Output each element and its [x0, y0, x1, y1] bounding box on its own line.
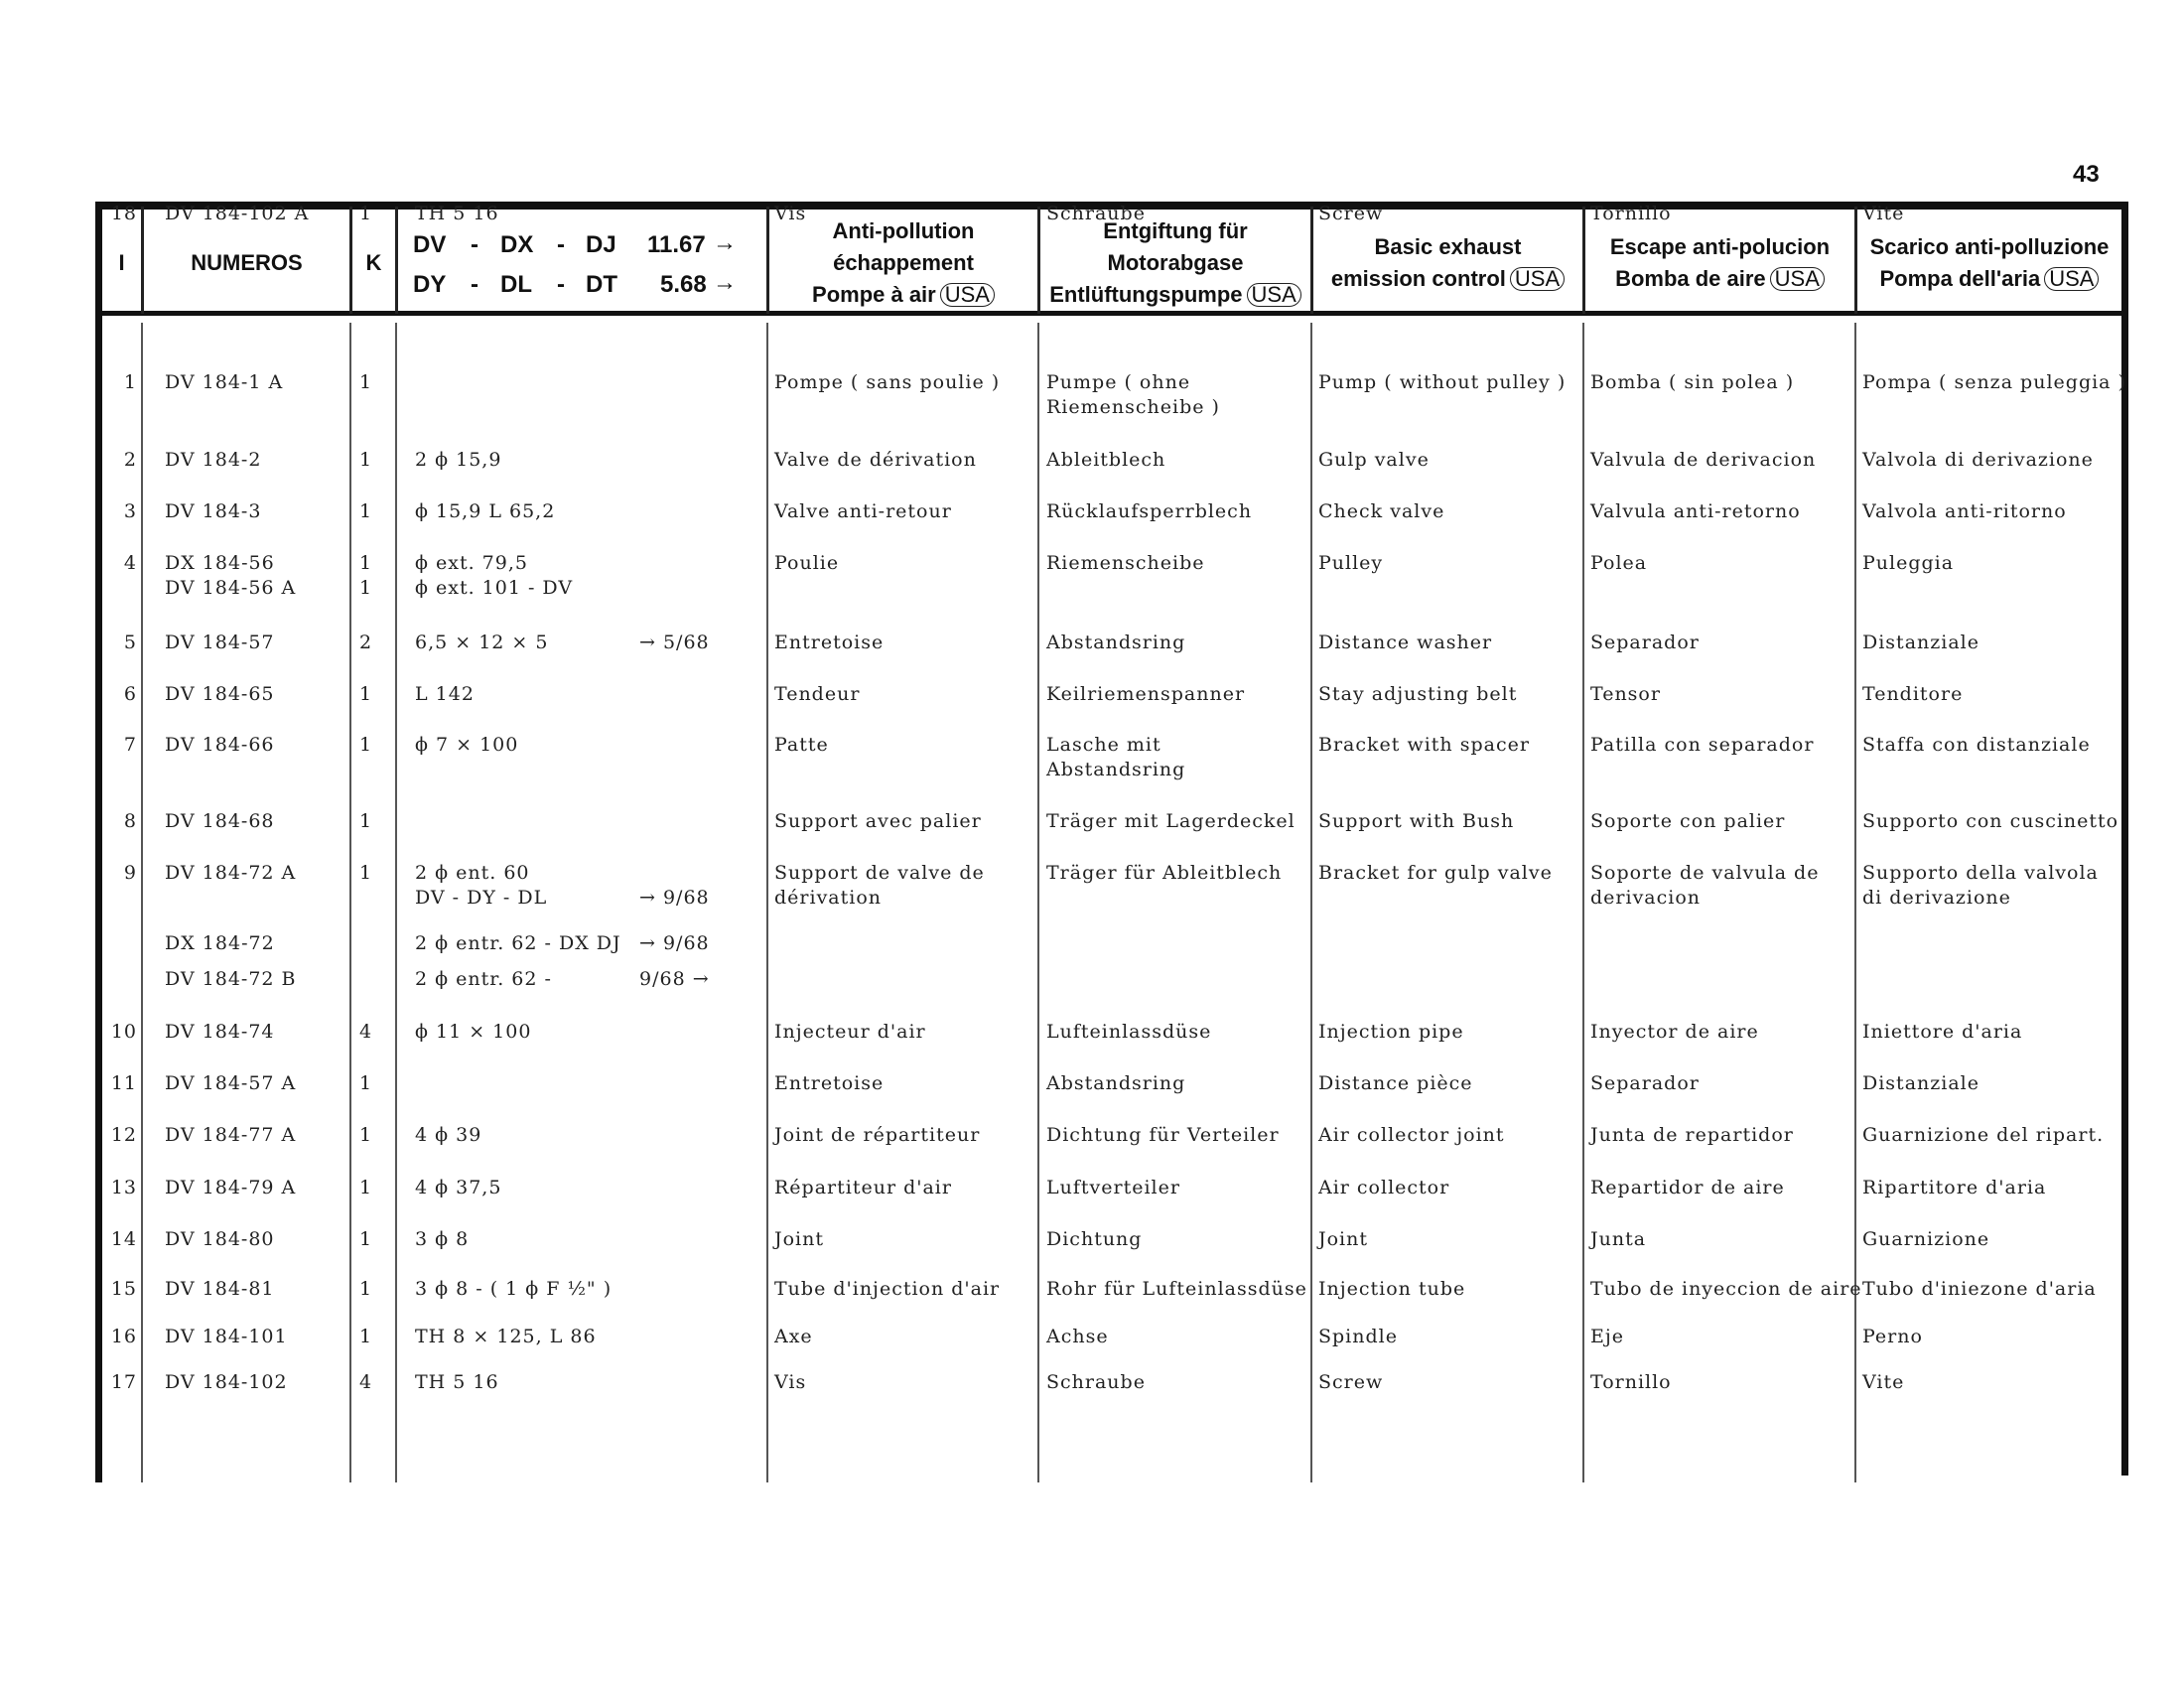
quantity: 1: [359, 862, 373, 884]
desc-italian: Valvola anti-ritorno: [1862, 500, 2067, 522]
desc-german: Luftverteiler: [1046, 1177, 1180, 1198]
desc-english: Bracket for gulp valve: [1318, 862, 1553, 884]
desc-spanish: Soporte de valvula de derivacion: [1590, 862, 1820, 909]
spec: 4 ϕ 37,5: [415, 1177, 502, 1198]
desc-german: Lasche mit Abstandsring: [1046, 734, 1186, 780]
header-index: I: [118, 250, 125, 275]
row-index: 9: [123, 862, 137, 884]
spec: L 142: [415, 683, 475, 705]
spec: ϕ 15,9 L 65,2: [415, 500, 556, 522]
row-index: 12: [110, 1124, 137, 1146]
desc-italian: Tenditore: [1862, 683, 1964, 705]
header-k: K: [365, 250, 382, 275]
row-index: 14: [110, 1228, 137, 1250]
spec: 2 ϕ entr. 62 -: [415, 968, 552, 990]
desc-german: Träger für Ableitblech: [1046, 862, 1283, 884]
model-sep: -: [557, 231, 565, 258]
quantity: 4: [359, 1021, 373, 1043]
part-number: DV 184-1 A: [165, 371, 284, 393]
spec: ϕ 11 × 100: [415, 1021, 532, 1043]
quantity: 1: [359, 203, 373, 224]
col-divider: [1854, 323, 1856, 1482]
row-index: 2: [123, 449, 137, 471]
desc-german: Lufteinlassdüse: [1046, 1021, 1212, 1043]
desc-italian: Ripartitore d'aria: [1862, 1177, 2047, 1198]
desc-french: Injecteur d'air: [774, 1021, 926, 1043]
desc-italian: Distanziale: [1862, 632, 1979, 653]
part-number: DV 184-72 A: [165, 862, 297, 884]
part-number: DV 184-72 B: [165, 968, 297, 990]
desc-spanish: Valvula de derivacion: [1590, 449, 1817, 471]
col-divider: [766, 323, 768, 1482]
desc-italian: Guarnizione del ripart.: [1862, 1124, 2105, 1146]
desc-french: Valve anti-retour: [774, 500, 952, 522]
desc-english: Screw: [1318, 203, 1384, 224]
part-number: DV 184-102: [165, 1371, 288, 1393]
desc-french: Entretoise: [774, 1072, 885, 1094]
desc-english: Pump ( without pulley ): [1318, 371, 1567, 393]
model-sep: -: [471, 231, 478, 258]
desc-french: Valve de dérivation: [774, 449, 977, 471]
quantity: 4: [359, 1371, 373, 1393]
desc-french: Tube d'injection d'air: [774, 1278, 1001, 1300]
desc-german: Riemenscheibe: [1046, 552, 1205, 574]
row-index: 16: [110, 1326, 137, 1347]
quantity: 1: [359, 371, 373, 393]
quantity: 1: [359, 734, 373, 756]
desc-french: Entretoise: [774, 632, 885, 653]
desc-german: Achse: [1046, 1326, 1109, 1347]
spec: 2 ϕ entr. 62 - DX DJ: [415, 932, 621, 954]
desc-italian: Vite: [1862, 1371, 1905, 1393]
desc-italian: Perno: [1862, 1326, 1923, 1347]
row-index: 5: [123, 632, 137, 653]
row-index: 1: [123, 371, 137, 393]
model-dt: DT: [586, 271, 617, 298]
spec: 2 ϕ 15,9: [415, 449, 502, 471]
desc-italian: Distanziale: [1862, 1072, 1979, 1094]
spec-date: → 9/68: [639, 932, 710, 954]
desc-spanish: Patilla con separador: [1590, 734, 1815, 756]
parts-table: [95, 202, 2128, 1482]
header-english: Basic exhaust emission control USA: [1313, 215, 1582, 311]
model-dl: DL: [500, 271, 532, 298]
model-date-2: 5.68: [660, 271, 707, 298]
model-sep: -: [557, 271, 565, 298]
usa-badge: USA: [1510, 267, 1565, 291]
part-number: DV 184-74: [165, 1021, 275, 1043]
desc-english: Stay adjusting belt: [1318, 683, 1518, 705]
desc-italian: Pompa ( senza puleggia ): [1862, 371, 2126, 393]
desc-french: Joint: [774, 1228, 825, 1250]
header-german: Entgiftung für Motorabgase Entlüftungspumpe USA: [1040, 215, 1310, 311]
desc-german: Rohr für Lufteinlassdüse: [1046, 1278, 1307, 1300]
desc-french: Vis: [774, 1371, 807, 1393]
model-sep: -: [471, 271, 478, 298]
desc-spanish: Soporte con palier: [1590, 810, 1786, 832]
quantity: 1: [359, 1228, 373, 1250]
row-index: 8: [123, 810, 137, 832]
desc-spanish: Separador: [1590, 632, 1700, 653]
part-number: DV 184-77 A: [165, 1124, 297, 1146]
model-dj: DJ: [586, 231, 616, 258]
col-divider: [395, 323, 397, 1482]
usa-badge: USA: [940, 283, 995, 307]
arrow-right-icon: →: [713, 229, 737, 256]
desc-french: Répartiteur d'air: [774, 1177, 952, 1198]
usa-badge: USA: [1247, 283, 1301, 307]
usa-badge: USA: [2044, 267, 2099, 291]
row-index: 13: [110, 1177, 137, 1198]
part-number: DV 184-102 A: [165, 203, 310, 224]
quantity: 1 1: [359, 552, 373, 599]
desc-english: Air collector: [1318, 1177, 1450, 1198]
row-index: 6: [123, 683, 137, 705]
desc-spanish: Valvula anti-retorno: [1590, 500, 1801, 522]
row-index: 3: [123, 500, 137, 522]
desc-spanish: Tornillo: [1590, 1371, 1672, 1393]
header-rule: [95, 311, 2128, 316]
page-number: 43: [2073, 161, 2100, 188]
desc-german: Pumpe ( ohne Riemenscheibe ): [1046, 371, 1220, 418]
desc-french: Support de valve de dérivation: [774, 862, 985, 909]
quantity: 2: [359, 632, 373, 653]
desc-spanish: Bomba ( sin polea ): [1590, 371, 1795, 393]
desc-italian: Supporto con cuscinetto: [1862, 810, 2119, 832]
desc-french: Joint de répartiteur: [774, 1124, 981, 1146]
col-divider: [1582, 323, 1584, 1482]
row-index: 11: [110, 1072, 137, 1094]
desc-spanish: Eje: [1590, 1326, 1625, 1347]
spec: 3 ϕ 8: [415, 1228, 470, 1250]
col-divider: [395, 207, 398, 314]
desc-german: Abstandsring: [1046, 632, 1186, 653]
quantity: 1: [359, 1072, 373, 1094]
model-dx: DX: [500, 231, 534, 258]
desc-german: Ableitblech: [1046, 449, 1166, 471]
part-number: DX 184-72: [165, 932, 275, 954]
col-divider: [349, 323, 351, 1482]
part-number: DV 184-81: [165, 1278, 275, 1300]
desc-english: Joint: [1318, 1228, 1369, 1250]
spec: 6,5 × 12 × 5: [415, 632, 549, 653]
desc-german: Träger mit Lagerdeckel: [1046, 810, 1296, 832]
part-number: DV 184-80: [165, 1228, 275, 1250]
header-italian: Scarico anti-polluzione Pompa dell'aria USA: [1869, 234, 2110, 291]
row-index: 17: [110, 1371, 137, 1393]
header-numeros: NUMEROS: [191, 250, 303, 275]
desc-english: Bracket with spacer: [1318, 734, 1530, 756]
desc-italian: Vite: [1862, 203, 1905, 224]
desc-french: Poulie: [774, 552, 840, 574]
part-number: DX 184-56 DV 184-56 A: [165, 552, 297, 599]
quantity: 1: [359, 500, 373, 522]
spec: ϕ ext. 79,5 ϕ ext. 101 - DV: [415, 552, 574, 599]
desc-german: Dichtung: [1046, 1228, 1143, 1250]
desc-french: Pompe ( sans poulie ): [774, 371, 1001, 393]
desc-english: Distance pièce: [1318, 1072, 1473, 1094]
col-divider: [1310, 323, 1312, 1482]
desc-french: Tendeur: [774, 683, 861, 705]
part-number: DV 184-57: [165, 632, 275, 653]
spec-date: → 9/68: [639, 887, 710, 909]
spec: 2 ϕ ent. 60 DV - DY - DL: [415, 862, 548, 909]
desc-english: Pulley: [1318, 552, 1384, 574]
col-divider: [141, 323, 143, 1482]
spec: 3 ϕ 8 - ( 1 ϕ F ½" ): [415, 1278, 613, 1300]
spec: TH 8 × 125, L 86: [415, 1326, 597, 1347]
desc-french: Axe: [774, 1326, 813, 1347]
desc-spanish: Junta de repartidor: [1590, 1124, 1794, 1146]
desc-italian: Guarnizione: [1862, 1228, 1990, 1250]
desc-french: Support avec palier: [774, 810, 982, 832]
quantity: 1: [359, 1278, 373, 1300]
spec: TH 5 16: [415, 1371, 499, 1393]
desc-german: Rücklaufsperrblech: [1046, 500, 1253, 522]
desc-spanish: Repartidor de aire: [1590, 1177, 1785, 1198]
desc-italian: Iniettore d'aria: [1862, 1021, 2023, 1043]
header-french: Anti-pollution échappement Pompe à air USA: [769, 215, 1037, 311]
desc-spanish: Tubo de inyeccion de aire: [1590, 1278, 1862, 1300]
desc-english: Injection tube: [1318, 1278, 1466, 1300]
row-index: 15: [110, 1278, 137, 1300]
desc-spanish: Tensor: [1590, 683, 1661, 705]
desc-english: Gulp valve: [1318, 449, 1430, 471]
desc-french: Vis: [774, 203, 807, 224]
part-number: DV 184-57 A: [165, 1072, 297, 1094]
desc-french: Patte: [774, 734, 829, 756]
desc-english: Air collector joint: [1318, 1124, 1505, 1146]
part-number: DV 184-68: [165, 810, 275, 832]
desc-german: Schraube: [1046, 1371, 1146, 1393]
desc-english: Spindle: [1318, 1326, 1398, 1347]
part-number: DV 184-101: [165, 1326, 288, 1347]
desc-english: Injection pipe: [1318, 1021, 1464, 1043]
desc-english: Check valve: [1318, 500, 1445, 522]
quantity: 1: [359, 810, 373, 832]
spec: TH 5 16: [415, 203, 499, 224]
desc-english: Screw: [1318, 1371, 1384, 1393]
desc-italian: Tubo d'iniezone d'aria: [1862, 1278, 2097, 1300]
part-number: DV 184-79 A: [165, 1177, 297, 1198]
quantity: 1: [359, 1177, 373, 1198]
row-index: 4: [123, 552, 137, 574]
quantity: 1: [359, 1326, 373, 1347]
desc-english: Distance washer: [1318, 632, 1493, 653]
part-number: DV 184-65: [165, 683, 275, 705]
col-divider: [1037, 323, 1039, 1482]
desc-german: Abstandsring: [1046, 1072, 1186, 1094]
quantity: 1: [359, 449, 373, 471]
desc-italian: Staffa con distanziale: [1862, 734, 2091, 756]
model-dv: DV: [413, 231, 447, 258]
desc-italian: Valvola di derivazione: [1862, 449, 2094, 471]
desc-spanish: Polea: [1590, 552, 1648, 574]
spec-date: → 5/68: [639, 632, 710, 653]
desc-spanish: Separador: [1590, 1072, 1700, 1094]
desc-spanish: Tornillo: [1590, 203, 1672, 224]
part-number: DV 184-66: [165, 734, 275, 756]
row-index: 10: [110, 1021, 137, 1043]
spec: ϕ 7 × 100: [415, 734, 519, 756]
desc-italian: Supporto della valvola di derivazione: [1862, 862, 2099, 909]
part-number: DV 184-3: [165, 500, 262, 522]
arrow-right-icon: →: [713, 269, 737, 296]
desc-german: Schraube: [1046, 203, 1146, 224]
spec: 4 ϕ 39: [415, 1124, 482, 1146]
desc-spanish: Junta: [1590, 1228, 1647, 1250]
spec-date: 9/68 →: [639, 968, 710, 990]
header-spanish: Escape anti-polucion Bomba de aire USA: [1609, 234, 1831, 291]
row-index: 18: [110, 203, 137, 224]
row-index: 7: [123, 734, 137, 756]
part-number: DV 184-2: [165, 449, 262, 471]
usa-badge: USA: [1770, 267, 1825, 291]
desc-german: Dichtung für Verteiler: [1046, 1124, 1280, 1146]
desc-german: Keilriemenspanner: [1046, 683, 1246, 705]
desc-english: Support with Bush: [1318, 810, 1515, 832]
quantity: 1: [359, 1124, 373, 1146]
model-dy: DY: [413, 271, 447, 298]
desc-italian: Puleggia: [1862, 552, 1955, 574]
model-date-1: 11.67: [647, 231, 706, 258]
quantity: 1: [359, 683, 373, 705]
desc-spanish: Inyector de aire: [1590, 1021, 1759, 1043]
